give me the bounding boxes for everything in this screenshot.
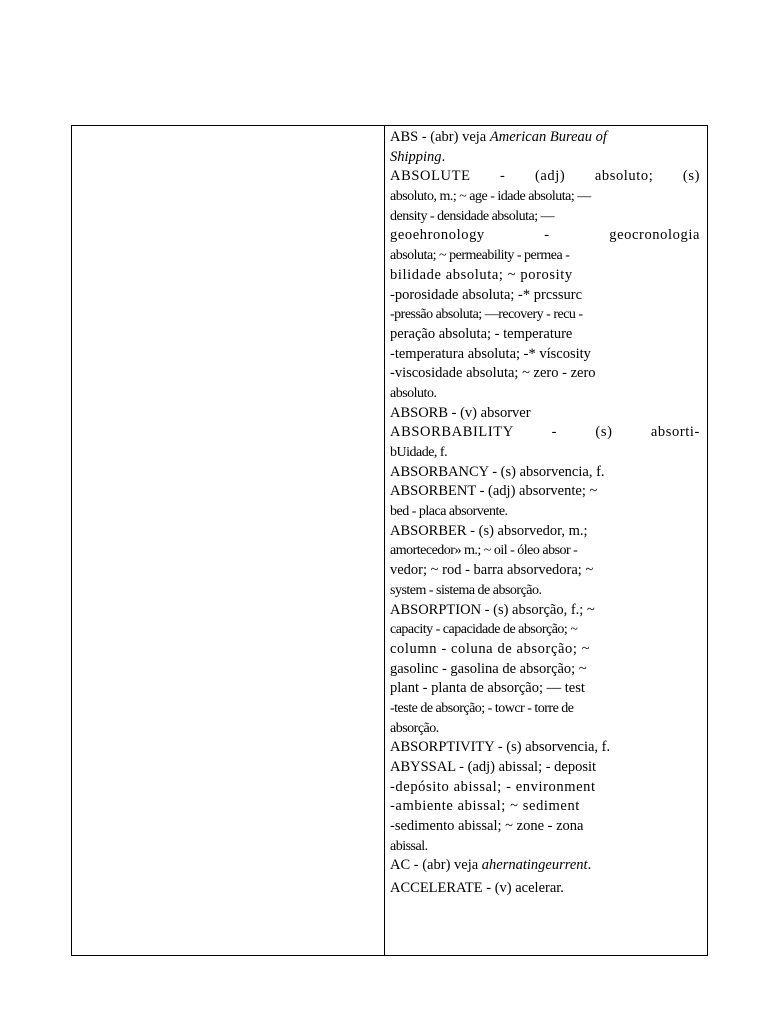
- glossary-line: [390, 325, 700, 345]
- glossary-line: [390, 620, 700, 640]
- line-tail-text: .: [441, 148, 446, 165]
- line-text: ABSORB - (v) absorver: [390, 404, 531, 421]
- line-italic-text: ahernatingeurrent: [481, 857, 588, 874]
- line-text: -porosidade absoluta; -* prcssurc: [390, 286, 583, 303]
- glossary-line: [390, 443, 700, 463]
- glossary-table: [71, 125, 708, 956]
- line-tail-text: .: [587, 857, 592, 874]
- line-italic-text: Shipping: [390, 148, 442, 165]
- line-text: geoehronology - geocronologia: [390, 227, 700, 244]
- glossary-line: [390, 266, 700, 286]
- glossary-line: [390, 541, 700, 561]
- line-text: density - densidade absoluta; —: [390, 208, 555, 224]
- glossary-line: [390, 719, 700, 739]
- glossary-line: [390, 797, 700, 817]
- glossary-line: [390, 345, 700, 365]
- glossary-line: [390, 817, 700, 837]
- line-text: ACCELERATE - (v) acelerar.: [390, 880, 564, 897]
- line-text: AC - (abr) veja: [390, 857, 482, 874]
- glossary-line: [390, 679, 700, 699]
- glossary-line: [390, 699, 700, 719]
- glossary-line: [390, 879, 700, 899]
- line-text: ABSORPTION - (s) absorção, f.; ~: [390, 601, 595, 618]
- line-text: abissal.: [390, 838, 428, 854]
- line-text: ABSORBABILITY - (s) absorti-: [390, 424, 700, 441]
- line-text: vedor; ~ rod - barra absorvedora; ~: [390, 562, 594, 579]
- glossary-line: [390, 660, 700, 680]
- glossary-line: [390, 404, 700, 424]
- glossary-line: [390, 640, 700, 660]
- line-text: amortecedor» m.; ~ oil - óleo absor -: [390, 543, 578, 559]
- glossary-line: [390, 148, 700, 168]
- glossary-line: [390, 423, 700, 443]
- line-text: gasolinc - gasolina de absorção; ~: [390, 660, 587, 677]
- line-italic-text: American Bureau of: [489, 129, 607, 145]
- line-text: capacity - capacidade de absorção; ~: [390, 622, 578, 638]
- line-text: bUidade, f.: [390, 445, 448, 460]
- line-text: -sedimento abissal; ~ zone - zona: [390, 818, 584, 835]
- left-column: [72, 126, 385, 955]
- line-text: column - coluna de absorção; ~: [390, 640, 591, 657]
- glossary-line: [390, 837, 700, 857]
- glossary-line: [390, 226, 700, 246]
- line-text: ABSOLUTE - (adj) absoluto; (s): [390, 168, 700, 185]
- line-text: absorção.: [390, 720, 439, 736]
- line-text: peração absoluta; - temperature: [390, 325, 573, 342]
- line-text: absoluta; ~ permeability - permea -: [390, 248, 570, 264]
- line-text: -depósito abissal; - environment: [390, 778, 596, 795]
- glossary-line: [390, 207, 700, 227]
- glossary-line: [390, 581, 700, 601]
- glossary-line: [390, 738, 700, 758]
- glossary-line: [390, 482, 700, 502]
- line-text: absoluto, m.; ~ age - idade absoluta; —: [390, 189, 591, 205]
- line-text: bed - placa absorvente.: [390, 504, 508, 520]
- glossary-line: [390, 246, 700, 266]
- line-text: ABSORBER - (s) absorvedor, m.;: [390, 522, 588, 539]
- line-text: -ambiente abissal; ~ sediment: [390, 798, 580, 815]
- glossary-line: [390, 502, 700, 522]
- glossary-line: [390, 286, 700, 306]
- glossary-entries: [390, 128, 700, 899]
- glossary-line: [390, 187, 700, 207]
- line-text: ABS - (abr) veja: [390, 129, 490, 145]
- right-column: [385, 126, 707, 955]
- line-text: -temperatura absoluta; -* víscosity: [390, 345, 591, 362]
- glossary-line: [390, 167, 700, 187]
- line-text: bilidade absoluta; ~ porosity: [390, 266, 573, 283]
- glossary-line: [390, 856, 700, 876]
- glossary-line: [390, 384, 700, 404]
- line-text: ABSORPTIVITY - (s) absorvencia, f.: [390, 739, 611, 756]
- glossary-line: [390, 305, 700, 325]
- glossary-line: [390, 128, 700, 148]
- glossary-line: [390, 522, 700, 542]
- line-text: system - sistema de absorção.: [390, 582, 542, 598]
- line-text: -pressão absoluta; —recovery - recu -: [390, 307, 583, 323]
- line-text: absoluto.: [390, 385, 437, 401]
- line-text: ABSORBANCY - (s) absorvencia, f.: [390, 463, 605, 480]
- glossary-line: [390, 364, 700, 384]
- line-text: -teste de absorção; - towcr - torre de: [390, 700, 574, 716]
- glossary-line: [390, 778, 700, 798]
- glossary-line: [390, 758, 700, 778]
- glossary-line: [390, 463, 700, 483]
- glossary-line: [390, 601, 700, 621]
- glossary-line: [390, 561, 700, 581]
- line-text: ABSORBENT - (adj) absorvente; ~: [390, 483, 598, 500]
- line-text: -viscosidade absoluta; ~ zero - zero: [390, 365, 596, 382]
- line-text: ABYSSAL - (adj) abissal; - deposit: [390, 759, 597, 775]
- line-text: plant - planta de absorção; — test: [390, 680, 585, 697]
